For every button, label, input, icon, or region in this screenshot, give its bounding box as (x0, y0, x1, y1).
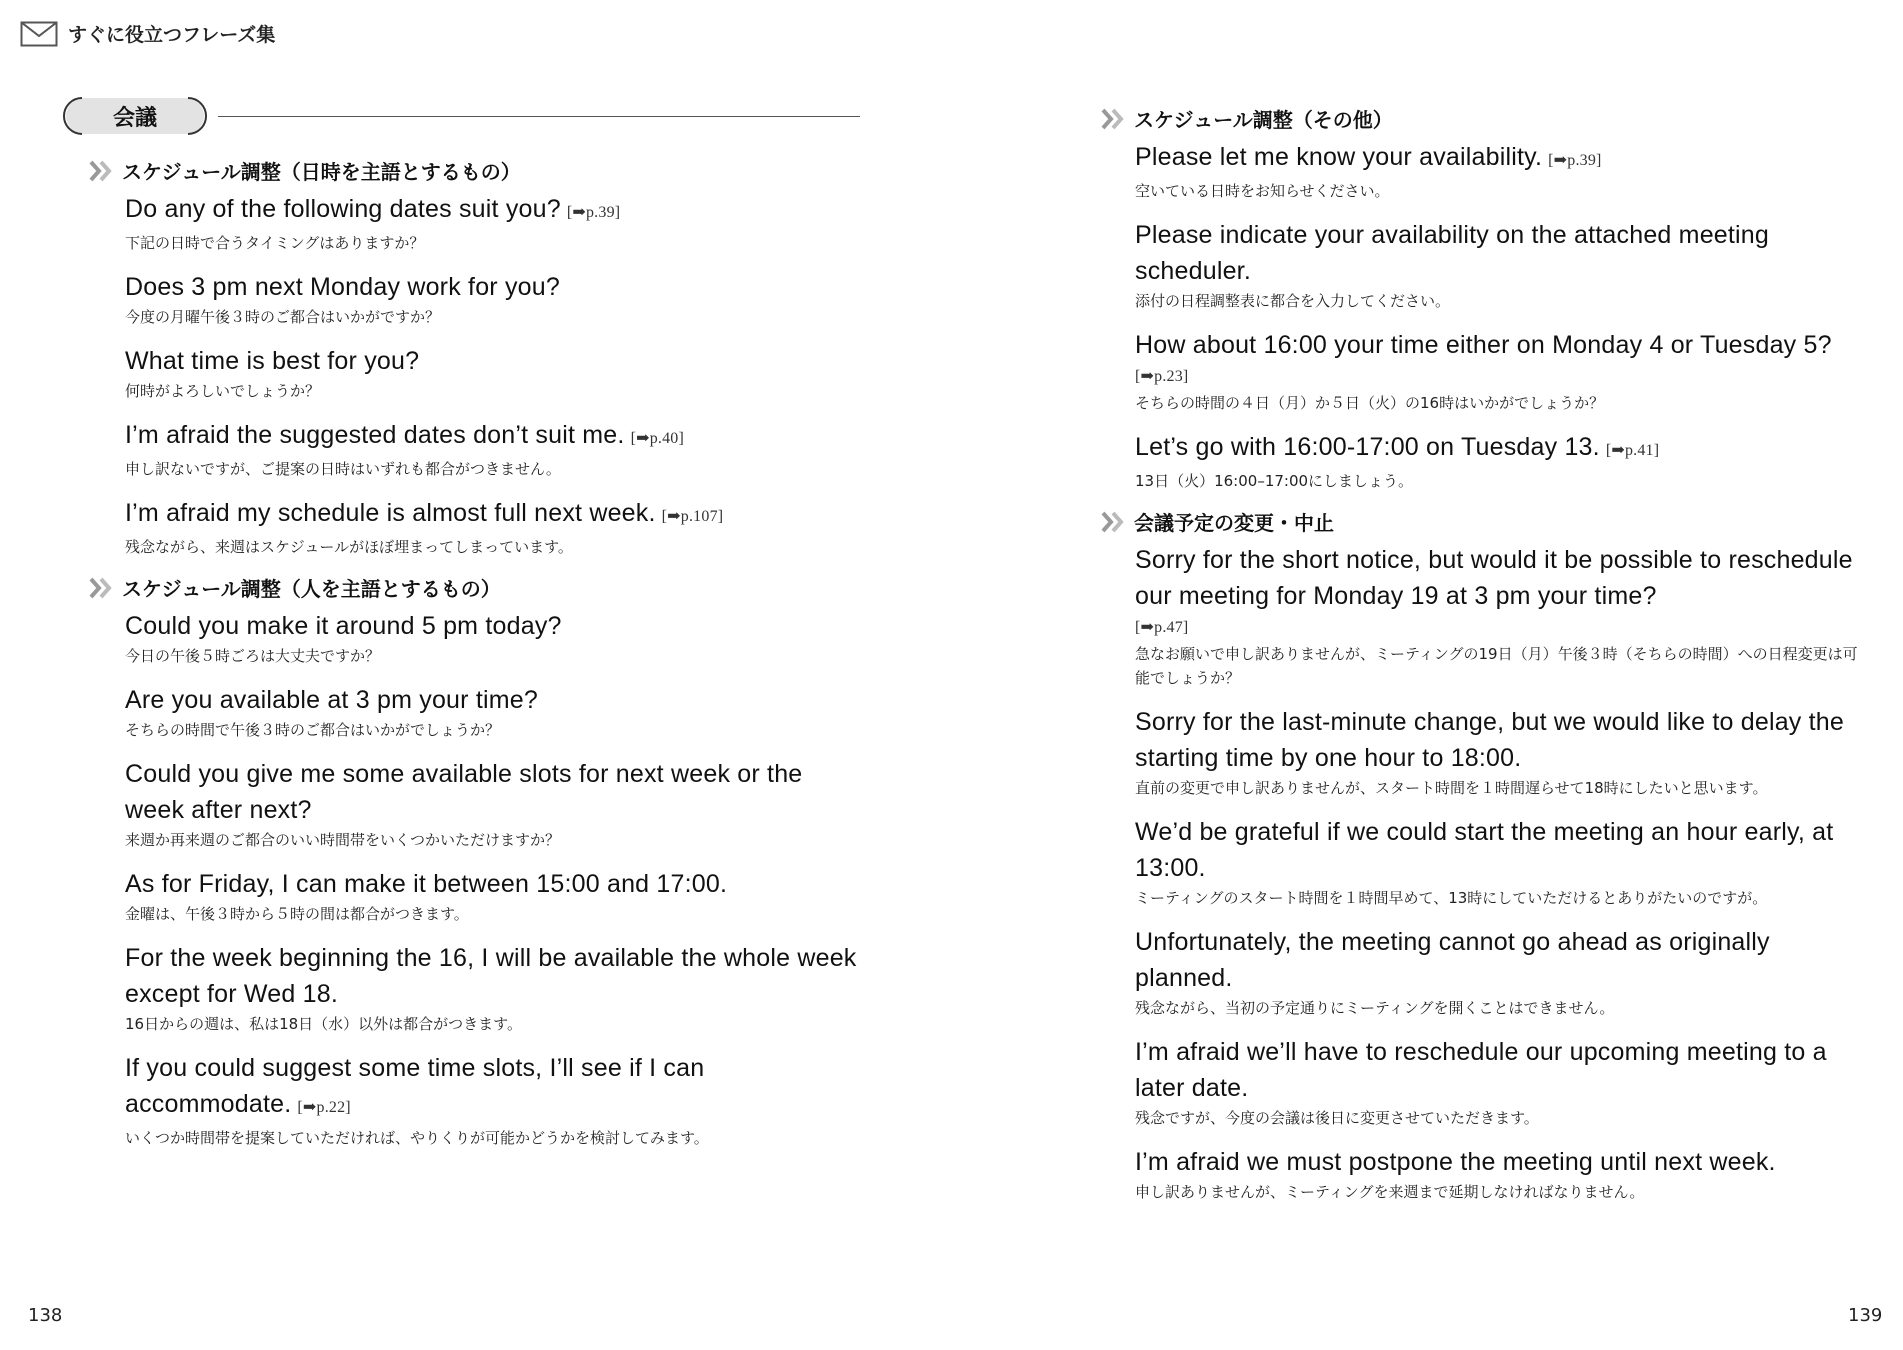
subsection-heading-text: スケジュール調整（その他） (1134, 108, 1393, 132)
japanese-translation: 金曜は、午後３時から５時の間は都合がつきます。 (125, 905, 469, 923)
subsection-heading-text: スケジュール調整（人を主語とするもの） (122, 577, 501, 601)
japanese-translation: 何時がよろしいでしょうか？ (125, 382, 321, 400)
english-phrase (125, 417, 860, 457)
phrase-entry (125, 940, 860, 1036)
phrase-entry (125, 269, 860, 329)
phrase-entry (125, 343, 860, 403)
book-title: すぐに役立つフレーズ集 (68, 24, 276, 46)
section-divider (218, 116, 860, 117)
phrase-entry (1135, 217, 1870, 313)
running-header (20, 20, 275, 47)
japanese-translation: 空いている日時をお知らせください。 (1135, 182, 1390, 200)
english-phrase (1135, 1144, 1870, 1180)
english-phrase-text: Could you make it around 5 pm today? (125, 612, 562, 640)
page-reference: [➡p.40] (630, 430, 685, 447)
phrase-entry (1135, 1144, 1870, 1204)
japanese-translation: 申し訳ないですが、ご提案の日時はいずれも都合がつきません。 (125, 460, 561, 478)
double-chevron-icon (1100, 511, 1128, 533)
double-chevron-icon (1100, 108, 1128, 130)
phrase-entry (125, 417, 860, 481)
japanese-translation: 16日からの週は、私は18日（水）以外は都合がつきます。 (125, 1015, 522, 1033)
subsection-heading (1100, 507, 1870, 536)
english-phrase-text: Sorry for the last-minute change, but we would like to delay the starting time by one hour to 18:00. (1135, 708, 1845, 772)
japanese-translation: 直前の変更で申し訳ありませんが、スタート時間を１時間遅らせて18時にしたいと思います。 (1135, 779, 1768, 797)
english-phrase (1135, 704, 1870, 776)
envelope-icon (20, 21, 58, 47)
english-phrase (1135, 814, 1870, 886)
page-reference: [➡p.39] (1548, 152, 1602, 169)
japanese-translation: 添付の日程調整表に都合を入力してください。 (1135, 292, 1451, 310)
english-phrase-text: We’d be grateful if we could start the meeting an hour early, at 13:00. (1135, 818, 1834, 882)
right-phrase-groups (1100, 104, 1870, 1204)
english-phrase (1135, 327, 1870, 391)
japanese-translation: 申し訳ありませんが、ミーティングを来週まで延期しなければなりません。 (1135, 1183, 1645, 1201)
english-phrase (125, 1050, 860, 1126)
page-reference: [➡p.41] (1605, 442, 1660, 459)
english-phrase-text: I’m afraid my schedule is almost full next week. (125, 499, 656, 527)
english-phrase-text: Sorry for the short notice, but would it be possible to reschedule our meeting for Monday 19 at 3 pm your time? (1135, 546, 1853, 610)
section-title-badge (60, 96, 210, 136)
subsection-heading-text: スケジュール調整（日時を主語とするもの） (122, 160, 521, 184)
subsection-heading (1100, 104, 1870, 133)
japanese-translation: 残念ながら、来週はスケジュールがほぼ埋まってしまっています。 (125, 538, 573, 556)
english-phrase-text: Do any of the following dates suit you? (125, 195, 561, 223)
phrase-entry (125, 1050, 860, 1150)
english-phrase (125, 608, 860, 644)
double-chevron-icon (88, 160, 116, 182)
page-reference: [➡p.22] (297, 1099, 351, 1116)
english-phrase-text: Let’s go with 16:00-17:00 on Tuesday 13. (1135, 433, 1600, 461)
subsection-heading-text: 会議予定の変更・中止 (1134, 511, 1334, 535)
phrase-entry (125, 682, 860, 742)
english-phrase (125, 495, 860, 535)
japanese-translation: 今度の月曜午後３時のご都合はいかがですか？ (125, 308, 441, 326)
phrase-entry (125, 756, 860, 852)
english-phrase-text: Are you available at 3 pm your time? (125, 686, 538, 714)
english-phrase-text: Does 3 pm next Monday work for you? (125, 273, 560, 301)
section-title: 会議 (112, 105, 157, 131)
english-phrase-text: Please indicate your availability on the attached meeting scheduler. (1135, 221, 1770, 285)
phrase-entry (1135, 542, 1870, 690)
japanese-translation: 今日の午後５時ごろは大丈夫ですか？ (125, 647, 381, 665)
english-phrase (1135, 542, 1870, 642)
page-reference: [➡p.47] (1135, 619, 1189, 636)
english-phrase-text: How about 16:00 your time either on Monday 4 or Tuesday 5? (1135, 331, 1832, 359)
english-phrase-text: I’m afraid the suggested dates don’t suit me. (125, 421, 625, 449)
phrase-entry (1135, 429, 1870, 493)
page-reference: [➡p.23] (1135, 368, 1189, 385)
phrase-entry (1135, 704, 1870, 800)
phrase-entry (1135, 327, 1870, 415)
left-page (60, 96, 860, 1164)
english-phrase-text: As for Friday, I can make it between 15:00 and 17:00. (125, 870, 728, 898)
english-phrase (1135, 1034, 1870, 1106)
english-phrase (125, 343, 860, 379)
english-phrase (1135, 139, 1870, 179)
english-phrase (1135, 217, 1870, 289)
phrase-entry (125, 191, 860, 255)
english-phrase (125, 682, 860, 718)
japanese-translation: 残念ですが、今度の会議は後日に変更させていただきます。 (1135, 1109, 1539, 1127)
phrase-entry (1135, 924, 1870, 1020)
english-phrase-text: Unfortunately, the meeting cannot go ahead as originally planned. (1135, 928, 1770, 992)
page-number-right: 139 (1848, 1305, 1883, 1326)
page-number-left: 138 (28, 1305, 63, 1326)
japanese-translation: 急なお願いで申し訳ありませんが、ミーティングの19日（月）午後３時（そちらの時間）への日程変更は可能でしょうか？ (1135, 645, 1858, 687)
english-phrase-text: Could you give me some available slots for next week or the week after next? (125, 760, 803, 824)
page-reference: [➡p.107] (661, 508, 724, 525)
english-phrase (1135, 924, 1870, 996)
english-phrase-text: If you could suggest some time slots, I’ll see if I can accommodate. (125, 1054, 705, 1118)
phrase-entry (125, 495, 860, 559)
phrase-entry (1135, 139, 1870, 203)
subsection-heading (88, 573, 860, 602)
phrase-entry (1135, 1034, 1870, 1130)
phrase-entry (1135, 814, 1870, 910)
english-phrase-text: Please let me know your availability. (1135, 143, 1543, 171)
phrase-entry (125, 608, 860, 668)
japanese-translation: そちらの時間の４日（月）か５日（火）の16時はいかがでしょうか？ (1135, 394, 1605, 412)
english-phrase-text: For the week beginning the 16, I will be available the whole week except for Wed 18. (125, 944, 857, 1008)
japanese-translation: ミーティングのスタート時間を１時間早めて、13時にしていただけるとありがたいのですが。 (1135, 889, 1768, 907)
japanese-translation: 残念ながら、当初の予定通りにミーティングを開くことはできません。 (1135, 999, 1615, 1017)
english-phrase (125, 191, 860, 231)
japanese-translation: いくつか時間帯を提案していただければ、やりくりが可能かどうかを検討してみます。 (125, 1129, 709, 1147)
english-phrase (125, 866, 860, 902)
section-title-row (60, 96, 860, 136)
english-phrase-text: I’m afraid we’ll have to reschedule our upcoming meeting to a later date. (1135, 1038, 1827, 1102)
english-phrase (125, 269, 860, 305)
english-phrase (125, 756, 860, 828)
english-phrase-text: I’m afraid we must postpone the meeting until next week. (1135, 1148, 1776, 1176)
english-phrase (125, 940, 860, 1012)
page-reference: [➡p.39] (566, 204, 621, 221)
japanese-translation: 下記の日時で合うタイミングはありますか？ (125, 234, 425, 252)
japanese-translation: 来週か再来週のご都合のいい時間帯をいくつかいただけますか？ (125, 831, 561, 849)
english-phrase (1135, 429, 1870, 469)
double-chevron-icon (88, 577, 116, 599)
japanese-translation: そちらの時間で午後３時のご都合はいかがでしょうか？ (125, 721, 501, 739)
phrase-entry (125, 866, 860, 926)
left-phrase-groups (60, 156, 860, 1150)
japanese-translation: 13日（火）16:00–17:00にしましょう。 (1135, 472, 1414, 490)
right-page (1100, 96, 1870, 1218)
english-phrase-text: What time is best for you? (125, 347, 420, 375)
subsection-heading (88, 156, 860, 185)
